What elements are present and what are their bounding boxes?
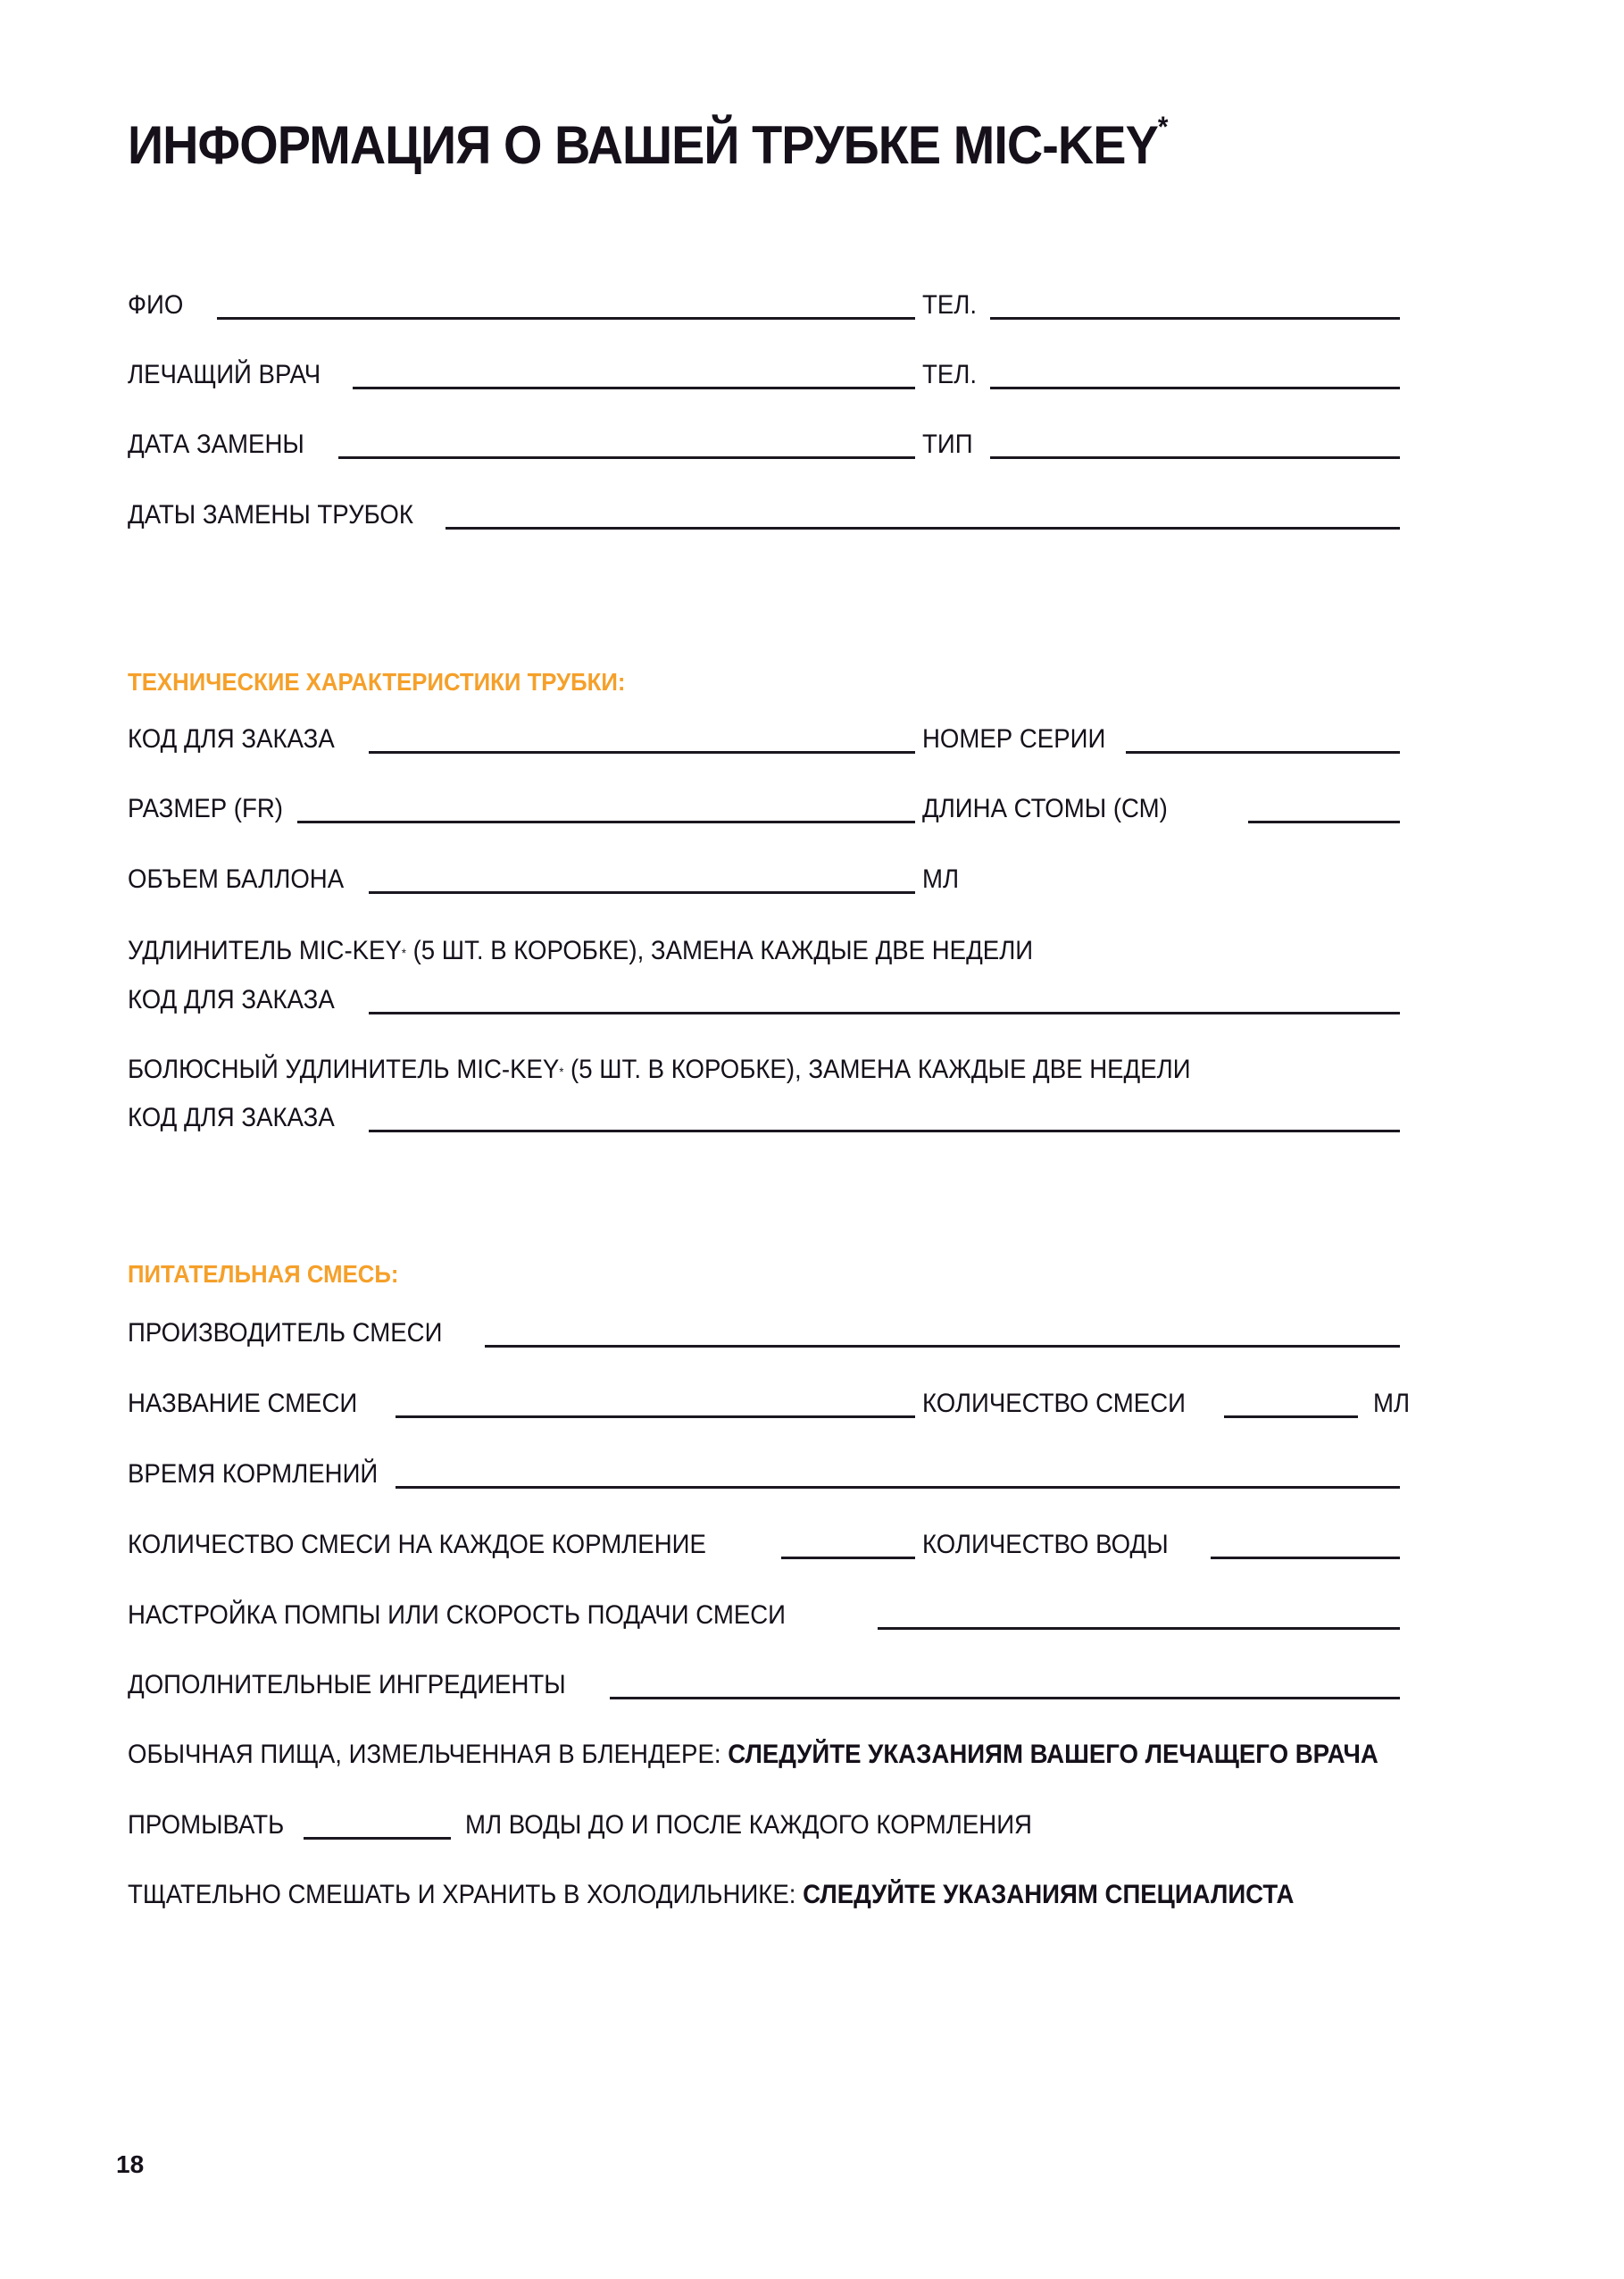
phone-label: ТЕЛ. — [922, 290, 978, 320]
extra-label: ДОПОЛНИТЕЛЬНЫЕ ИНГРЕДИЕНТЫ — [128, 1670, 566, 1699]
tech-heading: ТЕХНИЧЕСКИЕ ХАРАКТЕРИСТИКИ ТРУБКИ: — [128, 668, 626, 696]
extension-mark: * — [401, 946, 406, 960]
formula-amount-field[interactable] — [1224, 1415, 1358, 1418]
stoma-label: ДЛИНА СТОМЫ (СМ) — [922, 794, 1168, 823]
formula-name-label: НАЗВАНИЕ СМЕСИ — [128, 1389, 358, 1418]
bolus-mark: * — [559, 1064, 564, 1079]
blended-label: ОБЫЧНАЯ ПИЩА, ИЗМЕЛЬЧЕННАЯ В БЛЕНДЕРЕ: — [128, 1740, 729, 1769]
order-code-label: КОД ДЛЯ ЗАКАЗА — [128, 724, 335, 754]
page-title-text: ИНФОРМАЦИЯ О ВАШЕЙ ТРУБКЕ MIC-KEY — [128, 115, 1158, 175]
pump-field[interactable] — [878, 1627, 1400, 1630]
pump-label: НАСТРОЙКА ПОМПЫ ИЛИ СКОРОСТЬ ПОДАЧИ СМЕСИ — [128, 1600, 787, 1630]
balloon-unit: МЛ — [922, 864, 960, 894]
tube-change-dates-field[interactable] — [446, 527, 1400, 530]
doctor-field[interactable] — [353, 387, 915, 389]
feeding-time-label: ВРЕМЯ КОРМЛЕНИЙ — [128, 1459, 379, 1489]
water-field[interactable] — [1211, 1557, 1400, 1559]
blended-instruction: СЛЕДУЙТЕ УКАЗАНИЯМ ВАШЕГО ЛЕЧАЩЕГО ВРАЧА — [728, 1740, 1378, 1769]
bolus-text — [128, 1052, 1191, 1088]
doctor-phone-field[interactable] — [990, 387, 1400, 389]
manufacturer-field[interactable] — [485, 1345, 1400, 1348]
stoma-field[interactable] — [1248, 821, 1400, 823]
flush-label: ПРОМЫВАТЬ — [128, 1810, 285, 1840]
per-feeding-label: КОЛИЧЕСТВО СМЕСИ НА КАЖДОЕ КОРМЛЕНИЕ — [128, 1530, 706, 1559]
bolus-code-field[interactable] — [369, 1130, 1400, 1132]
flush-field[interactable] — [304, 1837, 451, 1840]
formula-amount-label: КОЛИЧЕСТВО СМЕСИ — [922, 1389, 1186, 1418]
formula-name-field[interactable] — [396, 1415, 915, 1418]
balloon-label: ОБЪЕМ БАЛЛОНА — [128, 864, 345, 894]
balloon-field[interactable] — [369, 891, 915, 894]
bolus-text-b: (5 ШТ. В КОРОБКЕ), ЗАМЕНА КАЖДЫЕ ДВЕ НЕДЕЛИ — [563, 1055, 1191, 1084]
extension-text-a: УДЛИНИТЕЛЬ MIC-KEY — [128, 936, 402, 965]
feeding-time-field[interactable] — [396, 1486, 1400, 1489]
serial-field[interactable] — [1126, 751, 1400, 754]
extension-text-b: (5 ШТ. В КОРОБКЕ), ЗАМЕНА КАЖДЫЕ ДВЕ НЕДЕЛИ — [405, 936, 1034, 965]
bolus-text-a: БОЛЮСНЫЙ УДЛИНИТЕЛЬ MIC-KEY — [128, 1055, 560, 1084]
formula-amount-unit: МЛ — [1373, 1389, 1411, 1418]
size-field[interactable] — [297, 821, 915, 823]
extension-code-field[interactable] — [369, 1012, 1400, 1014]
formula-heading: ПИТАТЕЛЬНАЯ СМЕСЬ: — [128, 1260, 399, 1288]
mix-label: ТЩАТЕЛЬНО СМЕШАТЬ И ХРАНИТЬ В ХОЛОДИЛЬНИКЕ: — [128, 1880, 804, 1909]
name-field[interactable] — [217, 317, 915, 320]
phone-field[interactable] — [990, 317, 1400, 320]
type-field[interactable] — [990, 456, 1400, 459]
extra-field[interactable] — [610, 1697, 1400, 1699]
change-date-field[interactable] — [338, 456, 915, 459]
serial-label: НОМЕР СЕРИИ — [922, 724, 1106, 754]
name-label: ФИО — [128, 290, 184, 320]
page-number: 18 — [116, 2150, 145, 2178]
size-label: РАЗМЕР (FR) — [128, 794, 283, 823]
per-feeding-field[interactable] — [781, 1557, 915, 1559]
trademark-mark: * — [1157, 111, 1168, 143]
flush-suffix: МЛ ВОДЫ ДО И ПОСЛЕ КАЖДОГО КОРМЛЕНИЯ — [465, 1810, 1032, 1840]
water-label: КОЛИЧЕСТВО ВОДЫ — [922, 1530, 1169, 1559]
bolus-code-label: КОД ДЛЯ ЗАКАЗА — [128, 1103, 335, 1132]
mix-instruction: СЛЕДУЙТЕ УКАЗАНИЯМ СПЕЦИАЛИСТА — [803, 1880, 1295, 1909]
extension-code-label: КОД ДЛЯ ЗАКАЗА — [128, 985, 335, 1014]
page-title — [128, 111, 1168, 176]
order-code-field[interactable] — [369, 751, 915, 754]
type-label: ТИП — [922, 430, 973, 459]
doctor-phone-label: ТЕЛ. — [922, 360, 978, 389]
tube-change-dates-label: ДАТЫ ЗАМЕНЫ ТРУБОК — [128, 500, 413, 530]
manufacturer-label: ПРОИЗВОДИТЕЛЬ СМЕСИ — [128, 1318, 443, 1348]
mix-text — [128, 1877, 1294, 1913]
extension-text — [128, 933, 1033, 969]
doctor-label: ЛЕЧАЩИЙ ВРАЧ — [128, 360, 321, 389]
change-date-label: ДАТА ЗАМЕНЫ — [128, 430, 304, 459]
blended-text — [128, 1737, 1378, 1773]
